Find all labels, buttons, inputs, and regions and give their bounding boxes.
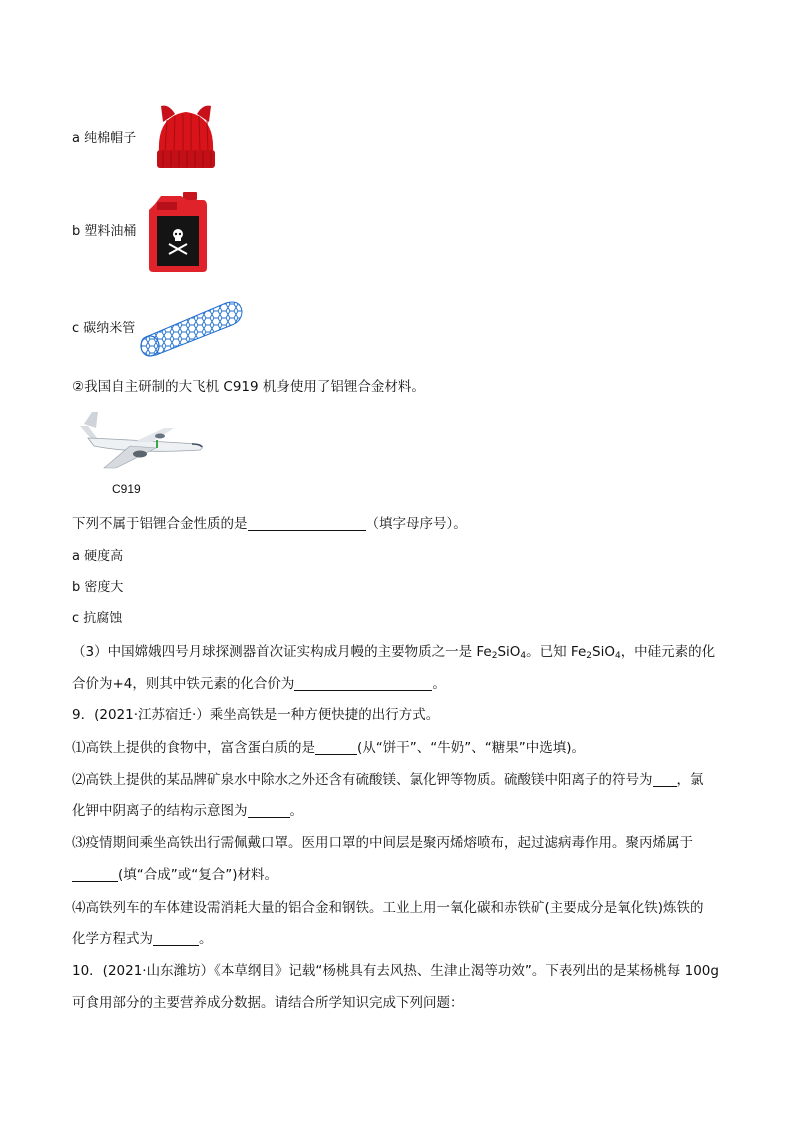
q9-text: (填“合成”或“复合”)材料。 — [118, 867, 279, 883]
q10-line-2: 可食用部分的主要营养成分数据。请结合所学知识完成下列问题： — [72, 995, 464, 1011]
q9-part-1 — [72, 739, 585, 757]
subscript: 2 — [491, 651, 498, 661]
q3-text: ，中硅元素的化 — [620, 644, 716, 660]
formula-part: SiO — [497, 644, 521, 660]
q9-text: 化钾中阴离子的结构示意图为 — [72, 803, 248, 819]
q9-part-2b — [72, 802, 303, 820]
q9-title: 9．(2021·江苏宿迁·）乘坐高铁是一种方便快捷的出行方式。 — [72, 707, 440, 723]
q9-part-4: ⑷高铁列车的车体建设需消耗大量的铝合金和钢铁。工业上用一氧化碳和赤铁矿(主要成分是氧化铁)炼铁的 — [72, 900, 704, 916]
answer-blank[interactable] — [653, 772, 677, 787]
option-a-label: a 纯棉帽子 — [72, 131, 137, 146]
answer-blank[interactable] — [248, 803, 290, 818]
q9-part-3: ⑶疫情期间乘坐高铁出行需佩戴口罩。医用口罩的中间层是聚丙烯熔喷布，起过滤病毒作用。聚丙烯属于 — [72, 835, 693, 851]
c919-caption: C919 — [112, 482, 141, 496]
answer-blank[interactable] — [294, 676, 432, 691]
q9-text: ⑴高铁上提供的食物中，富含蛋白质的是 — [72, 740, 315, 756]
subscript: 4 — [520, 651, 527, 661]
q2-option-a: a 硬度高 — [72, 549, 124, 564]
option-c-label: c 碳纳米管 — [72, 321, 136, 336]
q3-text: 。 — [432, 676, 446, 692]
q10-line-1: 10．(2021·山东潍坊）《本草纲目》记载“杨桃具有去风热、生津止渴等功效”。下表列出的是某杨桃每 100g — [72, 963, 719, 979]
red-hat-image — [153, 100, 219, 172]
q9-part-4b — [72, 930, 213, 948]
plastic-canister-image — [147, 190, 211, 274]
q2-question-prefix: 下列不属于铝锂合金性质的是 — [72, 516, 248, 532]
answer-blank[interactable] — [315, 740, 357, 755]
q3-text: 。已知 Fe — [526, 644, 587, 660]
q3-text: （3）中国嫦娥四号月球探测器首次证实构成月幔的主要物质之一是 Fe — [72, 644, 492, 660]
q2-option-c: c 抗腐蚀 — [72, 611, 123, 626]
q9-text: ⑵高铁上提供的某品牌矿泉水中除水之外还含有硫酸镁、氯化钾等物质。硫酸镁中阳离子的符号为 — [72, 772, 653, 788]
q2-question — [72, 515, 467, 533]
q9-text: 。 — [289, 803, 303, 819]
answer-blank[interactable] — [153, 931, 199, 946]
q9-text: (从“饼干”、“牛奶”、“糖果”中选填)。 — [357, 740, 585, 756]
q9-part-2 — [72, 771, 704, 789]
q3-text: 合价为+4，则其中铁元素的化合价为 — [72, 676, 295, 692]
carbon-nanotube-image — [140, 297, 244, 359]
q2-option-b: b 密度大 — [72, 580, 124, 595]
q9-part-3b — [72, 866, 278, 884]
answer-blank[interactable] — [72, 867, 118, 882]
subscript: 2 — [586, 651, 592, 661]
q9-text: ，氯 — [676, 772, 704, 788]
subscript: 4 — [614, 651, 621, 661]
q3-line-1 — [72, 643, 715, 665]
q9-text: 。 — [199, 931, 213, 947]
q9-text: 化学方程式为 — [72, 931, 153, 947]
option-b-label: b 塑料油桶 — [72, 224, 137, 239]
q3-line-2 — [72, 675, 446, 693]
q2-question-suffix: （填字母序号）。 — [365, 516, 467, 532]
c919-airplane-image — [74, 406, 208, 474]
answer-blank[interactable] — [248, 516, 366, 531]
q2-statement: ②我国自主研制的大飞机 C919 机身使用了铝锂合金材料。 — [72, 379, 425, 395]
formula-part: SiO — [592, 644, 615, 660]
